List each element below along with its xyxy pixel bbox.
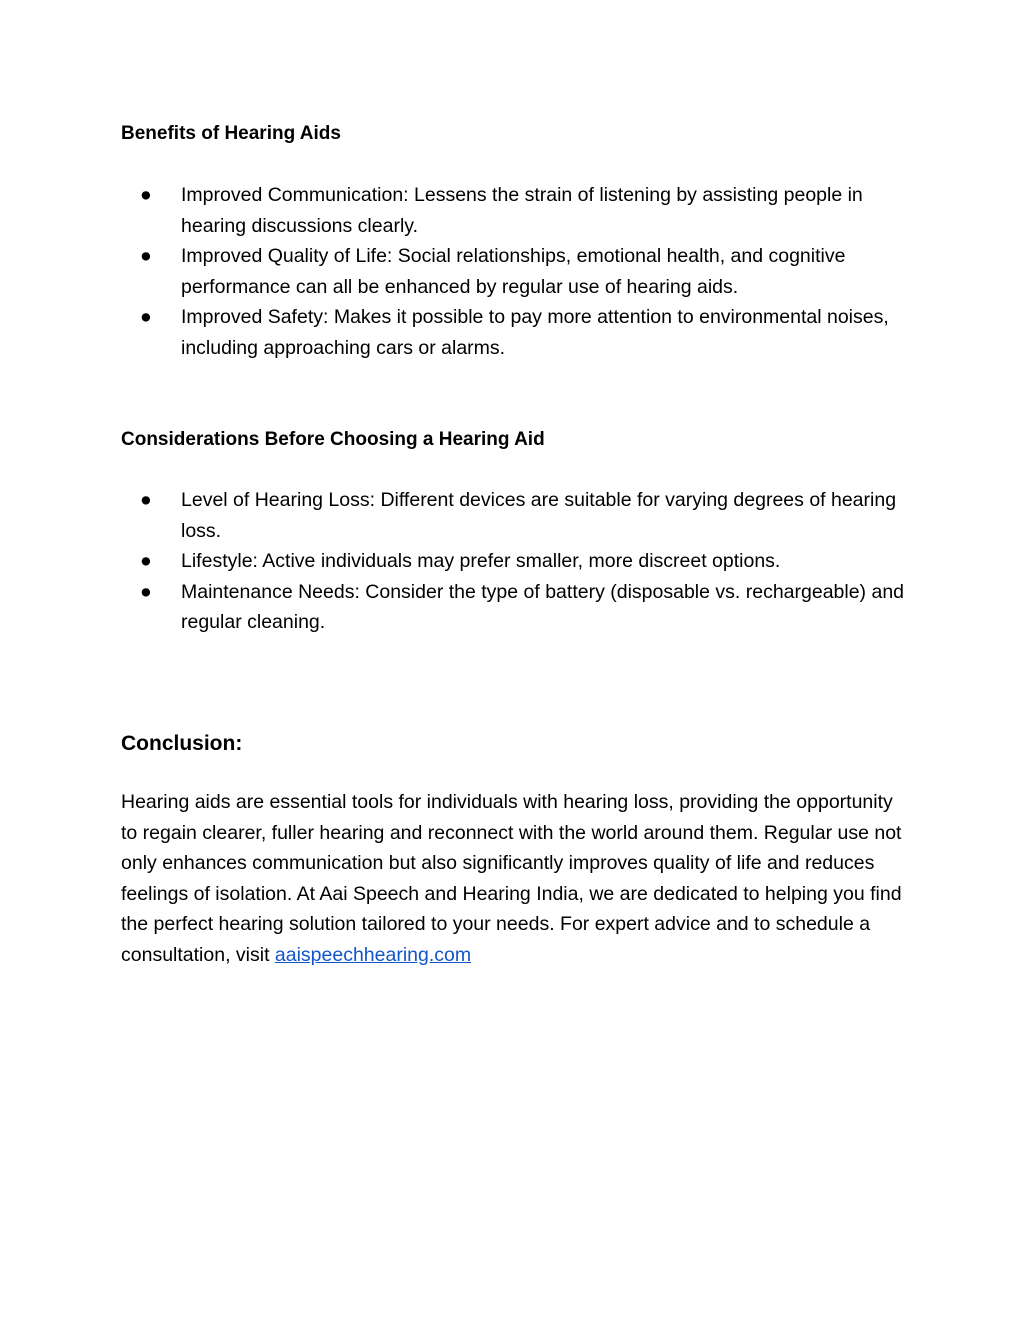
list-item-text: Improved Quality of Life: Social relationships, emotional health, and cognitive performance can all be enhanced by regular use of hearing aids. bbox=[181, 245, 846, 298]
list-item-text: Maintenance Needs: Consider the type of battery (disposable vs. rechargeable) and regular cleaning. bbox=[181, 580, 905, 634]
conclusion-paragraph bbox=[121, 787, 911, 971]
benefits-heading: Benefits of Hearing Aids bbox=[121, 123, 341, 144]
benefits-list bbox=[121, 180, 911, 364]
list-item-text: Improved Safety: Makes it possible to pay more attention to environmental noises, including approaching cars or alarms. bbox=[181, 306, 889, 359]
bullet-icon: ● bbox=[140, 489, 152, 511]
website-link[interactable]: aaispeechhearing.com bbox=[274, 943, 472, 966]
list-item bbox=[121, 180, 911, 241]
list-item bbox=[121, 302, 911, 363]
bullet-icon: ● bbox=[140, 306, 152, 329]
list-item-text: Level of Hearing Loss: Different devices are suitable for varying degrees of hearing loss. bbox=[181, 489, 897, 542]
bullet-icon: ● bbox=[140, 245, 152, 268]
bullet-icon: ● bbox=[140, 550, 152, 573]
list-item bbox=[121, 485, 911, 546]
list-item bbox=[121, 577, 911, 638]
considerations-heading: Considerations Before Choosing a Hearing Aid bbox=[121, 429, 545, 450]
list-item bbox=[121, 546, 911, 577]
list-item-text: Improved Communication: Lessens the strain of listening by assisting people in hearing discussions clearly. bbox=[181, 184, 863, 237]
bullet-icon: ● bbox=[140, 184, 152, 206]
considerations-list bbox=[121, 485, 911, 638]
bullet-icon: ● bbox=[140, 580, 152, 603]
conclusion-text: Hearing aids are essential tools for individuals with hearing loss, providing the opportunity to regain clearer, fuller hearing and reconnect with the world around them. Regular use not only enhances communication but also significantly improves quality of life and reduces feelings of isolation. At Aai Speech and Hearing India, we are dedicated to helping you find the perfect hearing solution tailored to your needs. For expert advice and to schedule a consultation, visit bbox=[121, 791, 902, 966]
list-item bbox=[121, 241, 911, 302]
conclusion-heading: Conclusion: bbox=[121, 732, 243, 755]
list-item-text: Lifestyle: Active individuals may prefer smaller, more discreet options. bbox=[181, 550, 781, 573]
